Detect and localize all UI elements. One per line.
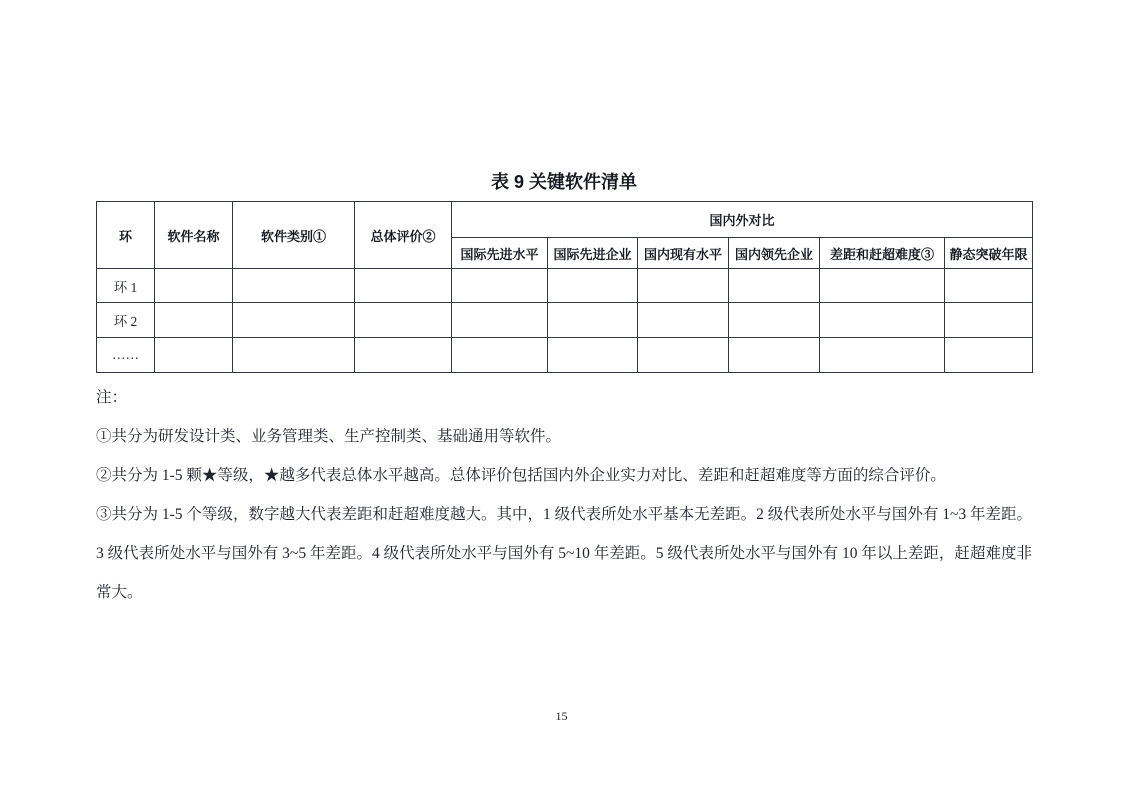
blank-cell — [548, 303, 638, 338]
notes-label: 注： — [96, 389, 128, 406]
col-header-domestic-leading-enterprise: 国内领先企业 — [729, 238, 820, 269]
note-3: ③共分为 1-5 个等级，数字越大代表差距和赶超难度越大。其中，1 级代表所处水平基本无差距。2 级代表所处水平与国外有 1~3 年差距。3 级代表所处水平与国外有 3~5 年差距。4 级代表所处水平与国外有 5~10 年差距。5 级代表所处水平与国外有 10 年以上差距，赶超难度非常大。 — [96, 506, 1032, 601]
row-label-ellipsis: …… — [97, 338, 155, 373]
note-2: ②共分为 1-5 颗★等级，★越多代表总体水平越高。总体评价包括国内外企业实力对比、差距和赶超难度等方面的综合评价。 — [96, 467, 946, 484]
col-header-ring: 环 — [97, 202, 155, 269]
col-header-intl-advanced-level: 国际先进水平 — [452, 238, 548, 269]
blank-cell — [233, 303, 355, 338]
blank-cell — [155, 338, 233, 373]
note-1: ①共分为研发设计类、业务管理类、生产控制类、基础通用等软件。 — [96, 428, 562, 445]
col-header-breakthrough-years: 静态突破年限 — [945, 238, 1033, 269]
row-label-ring-2: 环 2 — [97, 303, 155, 338]
blank-cell — [355, 338, 452, 373]
blank-cell — [638, 303, 729, 338]
table-title: 表 9 关键软件清单 — [490, 172, 637, 192]
blank-cell — [233, 269, 355, 303]
blank-cell — [355, 269, 452, 303]
blank-cell — [945, 303, 1033, 338]
col-header-intl-advanced-enterprise: 国际先进企业 — [548, 238, 638, 269]
col-header-comparison-group: 国内外对比 — [452, 202, 1033, 238]
blank-cell — [548, 338, 638, 373]
page-number: 15 — [555, 709, 568, 723]
blank-cell — [638, 269, 729, 303]
col-header-software-category: 软件类别① — [233, 202, 355, 269]
blank-cell — [548, 269, 638, 303]
blank-cell — [945, 338, 1033, 373]
blank-cell — [452, 269, 548, 303]
blank-cell — [233, 338, 355, 373]
blank-cell — [729, 303, 820, 338]
blank-cell — [729, 269, 820, 303]
col-header-gap-difficulty: 差距和赶超难度③ — [820, 238, 945, 269]
table-row — [97, 338, 1033, 373]
key-software-table — [96, 201, 1033, 373]
row-label-ring-1: 环 1 — [97, 269, 155, 303]
blank-cell — [155, 269, 233, 303]
blank-cell — [820, 338, 945, 373]
blank-cell — [638, 338, 729, 373]
col-header-overall-evaluation: 总体评价② — [355, 202, 452, 269]
blank-cell — [452, 303, 548, 338]
blank-cell — [820, 303, 945, 338]
blank-cell — [355, 303, 452, 338]
blank-cell — [945, 269, 1033, 303]
blank-cell — [452, 338, 548, 373]
blank-cell — [729, 338, 820, 373]
notes-section — [96, 378, 1032, 612]
table-row — [97, 303, 1033, 338]
table-row — [97, 269, 1033, 303]
col-header-software-name: 软件名称 — [155, 202, 233, 269]
col-header-domestic-current-level: 国内现有水平 — [638, 238, 729, 269]
blank-cell — [820, 269, 945, 303]
blank-cell — [155, 303, 233, 338]
